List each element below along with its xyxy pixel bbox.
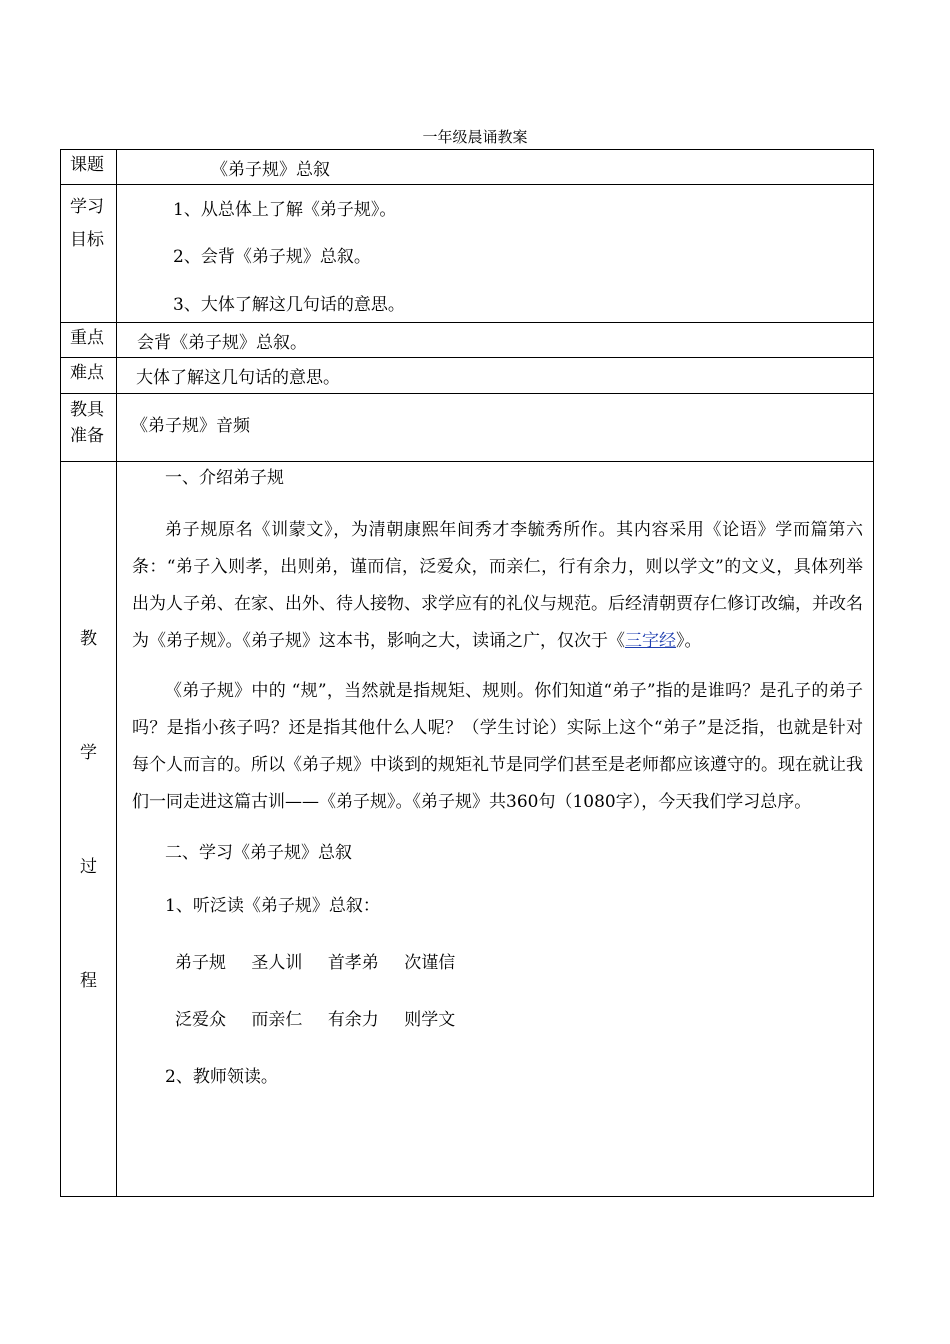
step-2-text: 2、教师领读。 (165, 1067, 278, 1087)
intro-paragraph-end: 》。 (676, 631, 702, 651)
intro-paragraph-text: 弟子规原名《训蒙文》，为清朝康熙年间秀才李毓秀所作。其内容采用《论语》学而篇第六条：“弟子入则孝，出则弟，谨而信，泛爱众，而亲仁，行有余力，则以学文”的文义，具体列举出为人子弟、在家、出外、待人接物、求学应有的礼仪与规范。后经清朝贾存仁修订改编，并改名为《弟子规》。《弟子规》这本书，影响之大，读诵之广，仅次于《 (132, 520, 863, 651)
process-row (61, 462, 874, 1197)
topic-value-cell (117, 150, 874, 185)
topic-row (61, 150, 874, 185)
tools-label-line-1: 教具 (70, 400, 104, 420)
process-label-char-4: 程 (80, 971, 97, 991)
goals-row (61, 185, 874, 323)
topic-label: 课题 (70, 155, 104, 175)
difficulty-label: 难点 (70, 363, 104, 383)
process-label-char-3: 过 (80, 857, 97, 877)
goals-label-line-1: 学习 (70, 197, 104, 217)
process-content-cell (117, 462, 874, 1197)
verse-phrase: 而亲仁 (251, 1010, 303, 1030)
goal-item-1: 1、从总体上了解《弟子规》。 (173, 200, 397, 220)
verse-line-1 (175, 952, 863, 974)
topic-value: 《弟子规》总叙 (211, 160, 330, 180)
goals-value-cell (117, 185, 874, 323)
intro-paragraph (132, 512, 863, 660)
key-point-value-cell (117, 323, 874, 358)
key-point-value: 会背《弟子规》总叙。 (137, 333, 307, 353)
verse-line-2 (175, 1009, 863, 1031)
verse-phrase: 次谨信 (404, 953, 456, 973)
difficulty-value: 大体了解这几句话的意思。 (136, 368, 340, 388)
verse-phrase: 弟子规 (175, 953, 226, 973)
key-point-label: 重点 (70, 328, 104, 348)
process-label-char-2: 学 (80, 743, 97, 763)
verse-phrase: 则学文 (404, 1010, 456, 1030)
meaning-paragraph: 《弟子规》中的 “规”，当然就是指规矩、规则。你们知道“弟子”指的是谁吗？是孔子的弟子吗？是指小孩子吗？还是指其他什么人呢？（学生讨论）实际上这个“弟子”是泛指，也就是针对每个人而言的。所以《弟子规》中谈到的规矩礼节是同学们甚至是老师都应该遵守的。现在就让我们一同走进这篇古训——《弟子规》。《弟子规》共360句（1080字），今天我们学习总序。 (132, 681, 863, 812)
key-point-row (61, 323, 874, 358)
lesson-plan-table (60, 149, 874, 1197)
verse-phrase: 圣人训 (251, 953, 303, 973)
tools-label-cell (61, 394, 117, 462)
tools-label-line-2: 准备 (70, 426, 104, 446)
goals-label-line-2: 目标 (70, 230, 104, 250)
tools-row (61, 394, 874, 462)
verse-phrase: 首孝弟 (327, 953, 379, 973)
sanzijing-link[interactable]: 三字经 (625, 631, 676, 651)
step-1-text: 1、听泛读《弟子规》总叙： (165, 896, 380, 916)
section-heading-study: 二、学习《弟子规》总叙 (165, 843, 352, 863)
verse-phrase: 有余力 (327, 1010, 379, 1030)
tools-value: 《弟子规》音频 (131, 416, 250, 436)
difficulty-value-cell (117, 358, 874, 394)
tools-value-cell (117, 394, 874, 462)
process-content (117, 467, 873, 1088)
document-title: 一年级晨诵教案 (422, 128, 528, 146)
goal-item-2: 2、会背《弟子规》总叙。 (173, 247, 371, 267)
verse-phrase: 泛爱众 (175, 1010, 226, 1030)
process-label-cell (61, 462, 117, 1197)
goal-item-3: 3、大体了解这几句话的意思。 (173, 295, 405, 315)
topic-label-cell (61, 150, 117, 185)
process-label-char-1: 教 (80, 629, 97, 649)
goals-label-cell (61, 185, 117, 323)
key-point-label-cell (61, 323, 117, 358)
difficulty-label-cell (61, 358, 117, 394)
process-label (61, 462, 116, 1080)
section-heading-intro: 一、介绍弟子规 (165, 468, 284, 488)
difficulty-row (61, 358, 874, 394)
